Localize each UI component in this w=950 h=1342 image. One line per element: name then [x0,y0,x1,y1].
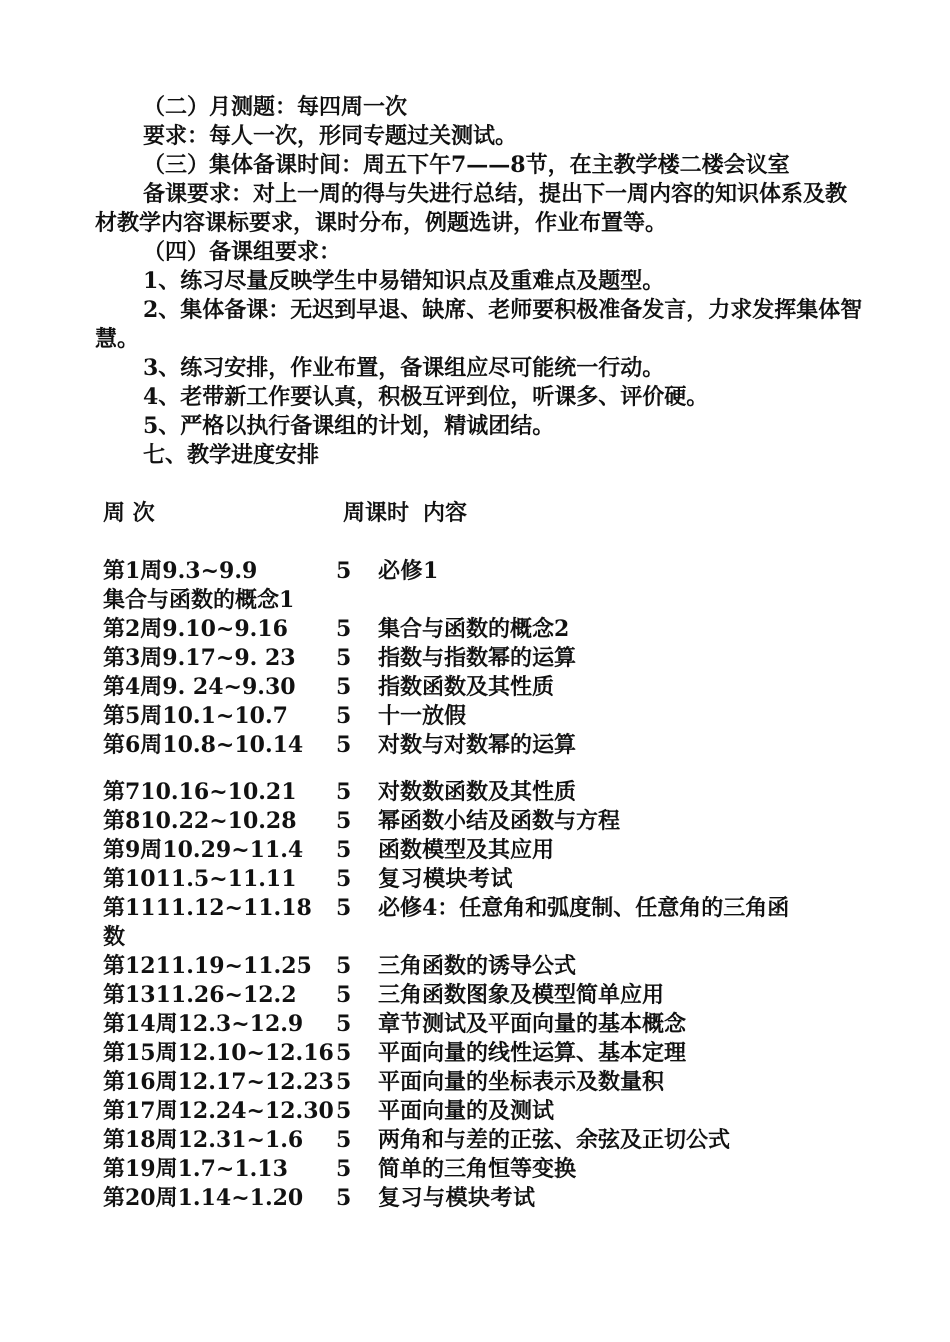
row-content: 必修1 [378,558,439,584]
schedule-row [103,702,865,731]
schedule-table [95,557,865,1213]
paragraph: 3、练习安排，作业布置，备课组应尽可能统一行动。 [143,355,665,381]
row-content: 十一放假 [378,703,467,729]
schedule-row [103,836,865,865]
row-week: 第9周10.29~11.4 [103,837,304,863]
schedule-row [103,1126,865,1155]
schedule-row [103,778,865,807]
row-week: 第810.22~10.28 [103,808,297,834]
row-content: 平面向量的坐标表示及数量积 [378,1069,665,1095]
row-hours: 5 [336,732,352,758]
paragraph: （三）集体备课时间：周五下午7——8节，在主教学楼二楼会议室 [143,152,790,178]
row-content: 集合与函数的概念2 [378,616,570,642]
paragraph: （四）备课组要求： [143,239,342,265]
paragraph: 要求：每人一次，形同专题过关测试。 [143,123,518,149]
row-content: 简单的三角恒等变换 [378,1156,577,1182]
row-week: 第18周12.31~1.6 [103,1127,304,1153]
schedule-row [103,673,865,702]
row-hours: 5 [336,674,352,700]
row-hours: 5 [336,982,352,1008]
row-hours: 5 [336,779,352,805]
row-week: 第16周12.17~12.23 [103,1069,334,1095]
row-week: 第17周12.24~12.30 [103,1098,334,1124]
row-week: 第5周10.1~10.7 [103,703,288,729]
schedule-row [103,894,865,923]
row-week: 第1311.26~12.2 [103,982,297,1008]
row-content: 三角函数图象及模型简单应用 [378,982,665,1008]
row-hours: 5 [336,895,352,921]
row-week: 第4周9. 24~9.30 [103,674,296,700]
row-content: 对数与对数幂的运算 [378,732,577,758]
requirements-section [95,93,865,470]
row-week: 第14周12.3~12.9 [103,1011,304,1037]
schedule-row [103,1010,865,1039]
row-content: 复习与模块考试 [378,1185,536,1211]
schedule-row [103,1039,865,1068]
paragraph: 1、练习尽量反映学生中易错知识点及重难点及题型。 [143,268,665,294]
schedule-row [103,1184,865,1213]
row-content: 对数数函数及其性质 [378,779,577,805]
row-hours: 5 [336,1011,352,1037]
row-hours: 5 [336,645,352,671]
schedule-row [103,865,865,894]
paragraph: 备课要求：对上一周的得与失进行总结，提出下一周内容的知识体系及教材教学内容课标要求，课时分布，例题选讲，作业布置等。 [95,181,848,236]
row-hours: 5 [336,1185,352,1211]
row-hours: 5 [336,1069,352,1095]
row-hours: 5 [336,1156,352,1182]
row-week: 第6周10.8~10.14 [103,732,304,758]
row-week: 第3周9.17~9. 23 [103,645,296,671]
paragraph: 5、严格以执行备课组的计划，精诚团结。 [143,413,555,439]
row-week: 第15周12.10~12.16 [103,1040,334,1066]
schedule-row [103,1097,865,1126]
row-hours: 5 [336,953,352,979]
row-week: 第20周1.14~1.20 [103,1185,304,1211]
row-week: 第1111.12~11.18 [103,895,312,921]
schedule-row [103,731,865,760]
row-week: 第1011.5~11.11 [103,866,297,892]
paragraph: 七、教学进度安排 [143,442,320,468]
row-hours: 5 [336,616,352,642]
header-content: 内容 [423,500,468,526]
document-body [95,93,865,1213]
header-hours: 周课时 [343,500,410,526]
row-content: 章节测试及平面向量的基本概念 [378,1011,687,1037]
header-week: 周 次 [103,500,155,526]
row-hours: 5 [336,1098,352,1124]
row-week: 第19周1.7~1.13 [103,1156,288,1182]
row-hours: 5 [336,703,352,729]
row-content: 两角和与差的正弦、余弦及正切公式 [378,1127,731,1153]
schedule-row [103,644,865,673]
row-content: 平面向量的及测试 [378,1098,555,1124]
row-content: 幂函数小结及函数与方程 [378,808,621,834]
row-week: 第2周9.10~9.16 [103,616,288,642]
row-hours: 5 [336,558,352,584]
row-content: 三角函数的诱导公式 [378,953,577,979]
row-continuation: 数 [103,924,126,950]
row-content: 必修4：任意角和弧度制、任意角的三角函 [378,895,790,921]
row-week: 第1周9.3~9.9 [103,558,258,584]
row-content: 复习模块考试 [378,866,514,892]
row-continuation: 集合与函数的概念1 [103,587,295,613]
row-hours: 5 [336,1127,352,1153]
row-week: 第710.16~10.21 [103,779,297,805]
row-hours: 5 [336,1040,352,1066]
row-content: 函数模型及其应用 [378,837,555,863]
paragraph: 4、老带新工作要认真，积极互评到位，听课多、评价硬。 [143,384,709,410]
schedule-row [103,981,865,1010]
schedule-header [95,499,865,528]
schedule-row [103,952,865,981]
schedule-row [103,615,865,644]
paragraph: 2、集体备课：无迟到早退、缺席、老师要积极准备发言，力求发挥集体智慧。 [95,297,863,352]
row-week: 第1211.19~11.25 [103,953,312,979]
schedule-row [103,1068,865,1097]
schedule-row [103,1155,865,1184]
schedule-row [103,807,865,836]
row-content: 指数与指数幂的运算 [378,645,577,671]
row-hours: 5 [336,866,352,892]
paragraph: （二）月测题：每四周一次 [143,94,408,120]
row-hours: 5 [336,837,352,863]
schedule-row [103,557,865,586]
row-content: 指数函数及其性质 [378,674,555,700]
row-content: 平面向量的线性运算、基本定理 [378,1040,687,1066]
row-hours: 5 [336,808,352,834]
